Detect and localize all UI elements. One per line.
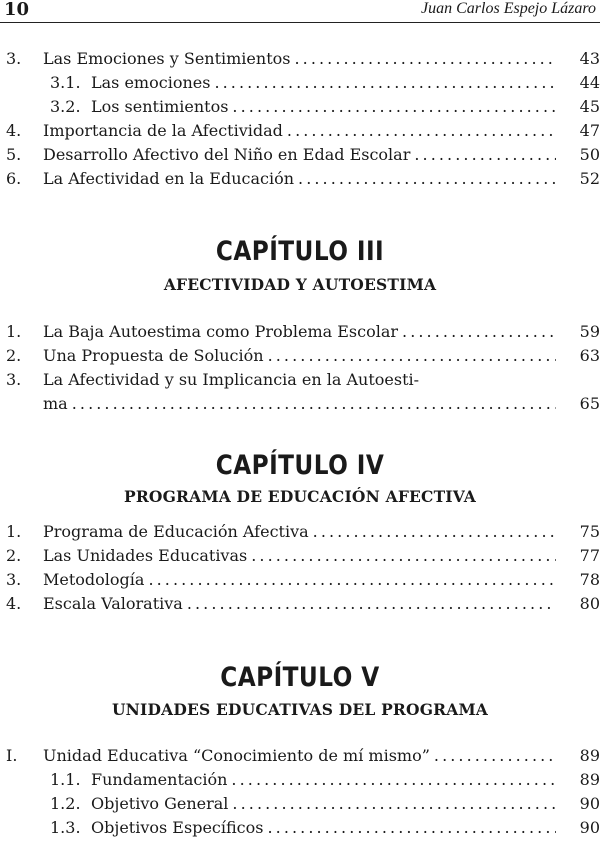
toc-entry-page: 63 <box>579 346 600 365</box>
toc-leader <box>214 71 556 95</box>
toc-entry-page: 75 <box>579 522 600 541</box>
toc-entry[interactable] <box>0 592 600 616</box>
toc-entry-page: 90 <box>579 818 600 837</box>
toc-entry-number: 1. <box>6 522 22 541</box>
toc-entry-page: 65 <box>579 394 600 413</box>
toc-entry-page: 45 <box>579 97 600 116</box>
toc-leader <box>231 768 556 792</box>
toc-entry-title: Metodología <box>43 570 145 589</box>
toc-entry-title: La Afectividad en la Educación <box>43 169 295 188</box>
toc-entry[interactable] <box>0 768 600 792</box>
toc-entry[interactable] <box>0 167 600 191</box>
toc-entry-title: Fundamentación <box>91 770 228 789</box>
toc-entry[interactable] <box>0 71 600 95</box>
toc-leader <box>313 520 556 544</box>
toc-entry-title: Programa de Educación Afectiva <box>43 522 309 541</box>
toc-leader <box>268 344 556 368</box>
toc-entry[interactable] <box>0 544 600 568</box>
toc-entry-title: ma <box>43 394 68 413</box>
toc-entry-title: Las Unidades Educativas <box>43 546 248 565</box>
toc-entry-number: 4. <box>6 594 22 613</box>
toc-entry-page: 90 <box>579 794 600 813</box>
toc-entry[interactable] <box>0 344 600 368</box>
toc-entry[interactable] <box>0 368 600 392</box>
toc-entry-number: 3.2. <box>50 97 81 116</box>
toc-entry-page: 78 <box>579 570 600 589</box>
toc-entry-continuation[interactable] <box>0 392 600 416</box>
toc-entry-number: 4. <box>6 121 22 140</box>
running-head: Juan Carlos Espejo Lázaro <box>421 0 596 17</box>
page-number: 10 <box>4 0 30 20</box>
toc-entry-number: 3. <box>6 49 22 68</box>
toc-leader <box>187 592 556 616</box>
toc-entry[interactable] <box>0 816 600 840</box>
toc-leader <box>294 47 556 71</box>
toc-entry[interactable] <box>0 792 600 816</box>
toc-entry-title: Unidad Educativa “Conocimiento de mí mismo” <box>43 746 430 765</box>
toc-entry[interactable] <box>0 320 600 344</box>
toc-entry[interactable] <box>0 119 600 143</box>
toc-entry-page: 44 <box>579 73 600 92</box>
toc-leader <box>287 119 556 143</box>
page-header <box>0 0 600 23</box>
chapter-subtitle: AFECTIVIDAD Y AUTOESTIMA <box>163 275 437 294</box>
toc-entry-number: 1.2. <box>50 794 81 813</box>
toc-entry-number: 1. <box>6 322 22 341</box>
chapter-subtitle: UNIDADES EDUCATIVAS DEL PROGRAMA <box>111 700 489 719</box>
chapter-heading: CAPÍTULO V <box>220 662 380 693</box>
toc-entry-number: 2. <box>6 546 22 565</box>
toc-entry-number: 2. <box>6 346 22 365</box>
toc-entry-title: Los sentimientos <box>91 97 229 116</box>
toc-entry-page: 47 <box>579 121 600 140</box>
toc-entry-title: Una Propuesta de Solución <box>43 346 264 365</box>
toc-entry-page: 50 <box>579 145 600 164</box>
toc-leader <box>232 792 556 816</box>
toc-entry-page: 59 <box>579 322 600 341</box>
toc-entry-title: Objetivos Específicos <box>91 818 264 837</box>
toc-entry-page: 43 <box>579 49 600 68</box>
chapter-heading: CAPÍTULO IV <box>215 450 385 481</box>
toc-entry-title: Importancia de la Afectividad <box>43 121 283 140</box>
toc-entry[interactable] <box>0 47 600 71</box>
toc-entry-title: Desarrollo Afectivo del Niño en Edad Escolar <box>43 145 411 164</box>
toc-entry[interactable] <box>0 744 600 768</box>
toc-entry-number: 1.3. <box>50 818 81 837</box>
toc-leader <box>434 744 556 768</box>
toc-entry[interactable] <box>0 95 600 119</box>
toc-entry-number: 5. <box>6 145 22 164</box>
toc-entry-title: La Baja Autoestima como Problema Escolar <box>43 322 399 341</box>
toc-entry-number: 3.1. <box>50 73 81 92</box>
toc-entry-number: I. <box>6 746 18 765</box>
toc-entry-number: 3. <box>6 370 22 389</box>
toc-leader <box>402 320 556 344</box>
toc-entry[interactable] <box>0 568 600 592</box>
toc-entry-page: 52 <box>579 169 600 188</box>
toc-entry-title: Objetivo General <box>91 794 229 813</box>
toc-entry-page: 89 <box>579 746 600 765</box>
toc-entry-number: 6. <box>6 169 22 188</box>
toc-leader <box>298 167 556 191</box>
toc-entry-page: 77 <box>579 546 600 565</box>
toc-leader <box>251 544 556 568</box>
toc-leader <box>72 392 556 416</box>
toc-entry-number: 1.1. <box>50 770 81 789</box>
chapter-subtitle: PROGRAMA DE EDUCACIÓN AFECTIVA <box>123 487 477 506</box>
toc-entry[interactable] <box>0 520 600 544</box>
toc-leader <box>232 95 556 119</box>
toc-leader <box>267 816 556 840</box>
toc-leader <box>148 568 556 592</box>
toc-entry-title: Escala Valorativa <box>43 594 183 613</box>
toc-entry-page: 80 <box>579 594 600 613</box>
toc-entry[interactable] <box>0 143 600 167</box>
chapter-heading: CAPÍTULO III <box>215 236 385 267</box>
toc-leader <box>414 143 556 167</box>
toc-entry-number: 3. <box>6 570 22 589</box>
toc-entry-title: Las Emociones y Sentimientos <box>43 49 291 68</box>
toc-entry-page: 89 <box>579 770 600 789</box>
toc-entry-title: La Afectividad y su Implicancia en la Autoesti- <box>43 370 420 389</box>
toc-entry-title: Las emociones <box>91 73 211 92</box>
